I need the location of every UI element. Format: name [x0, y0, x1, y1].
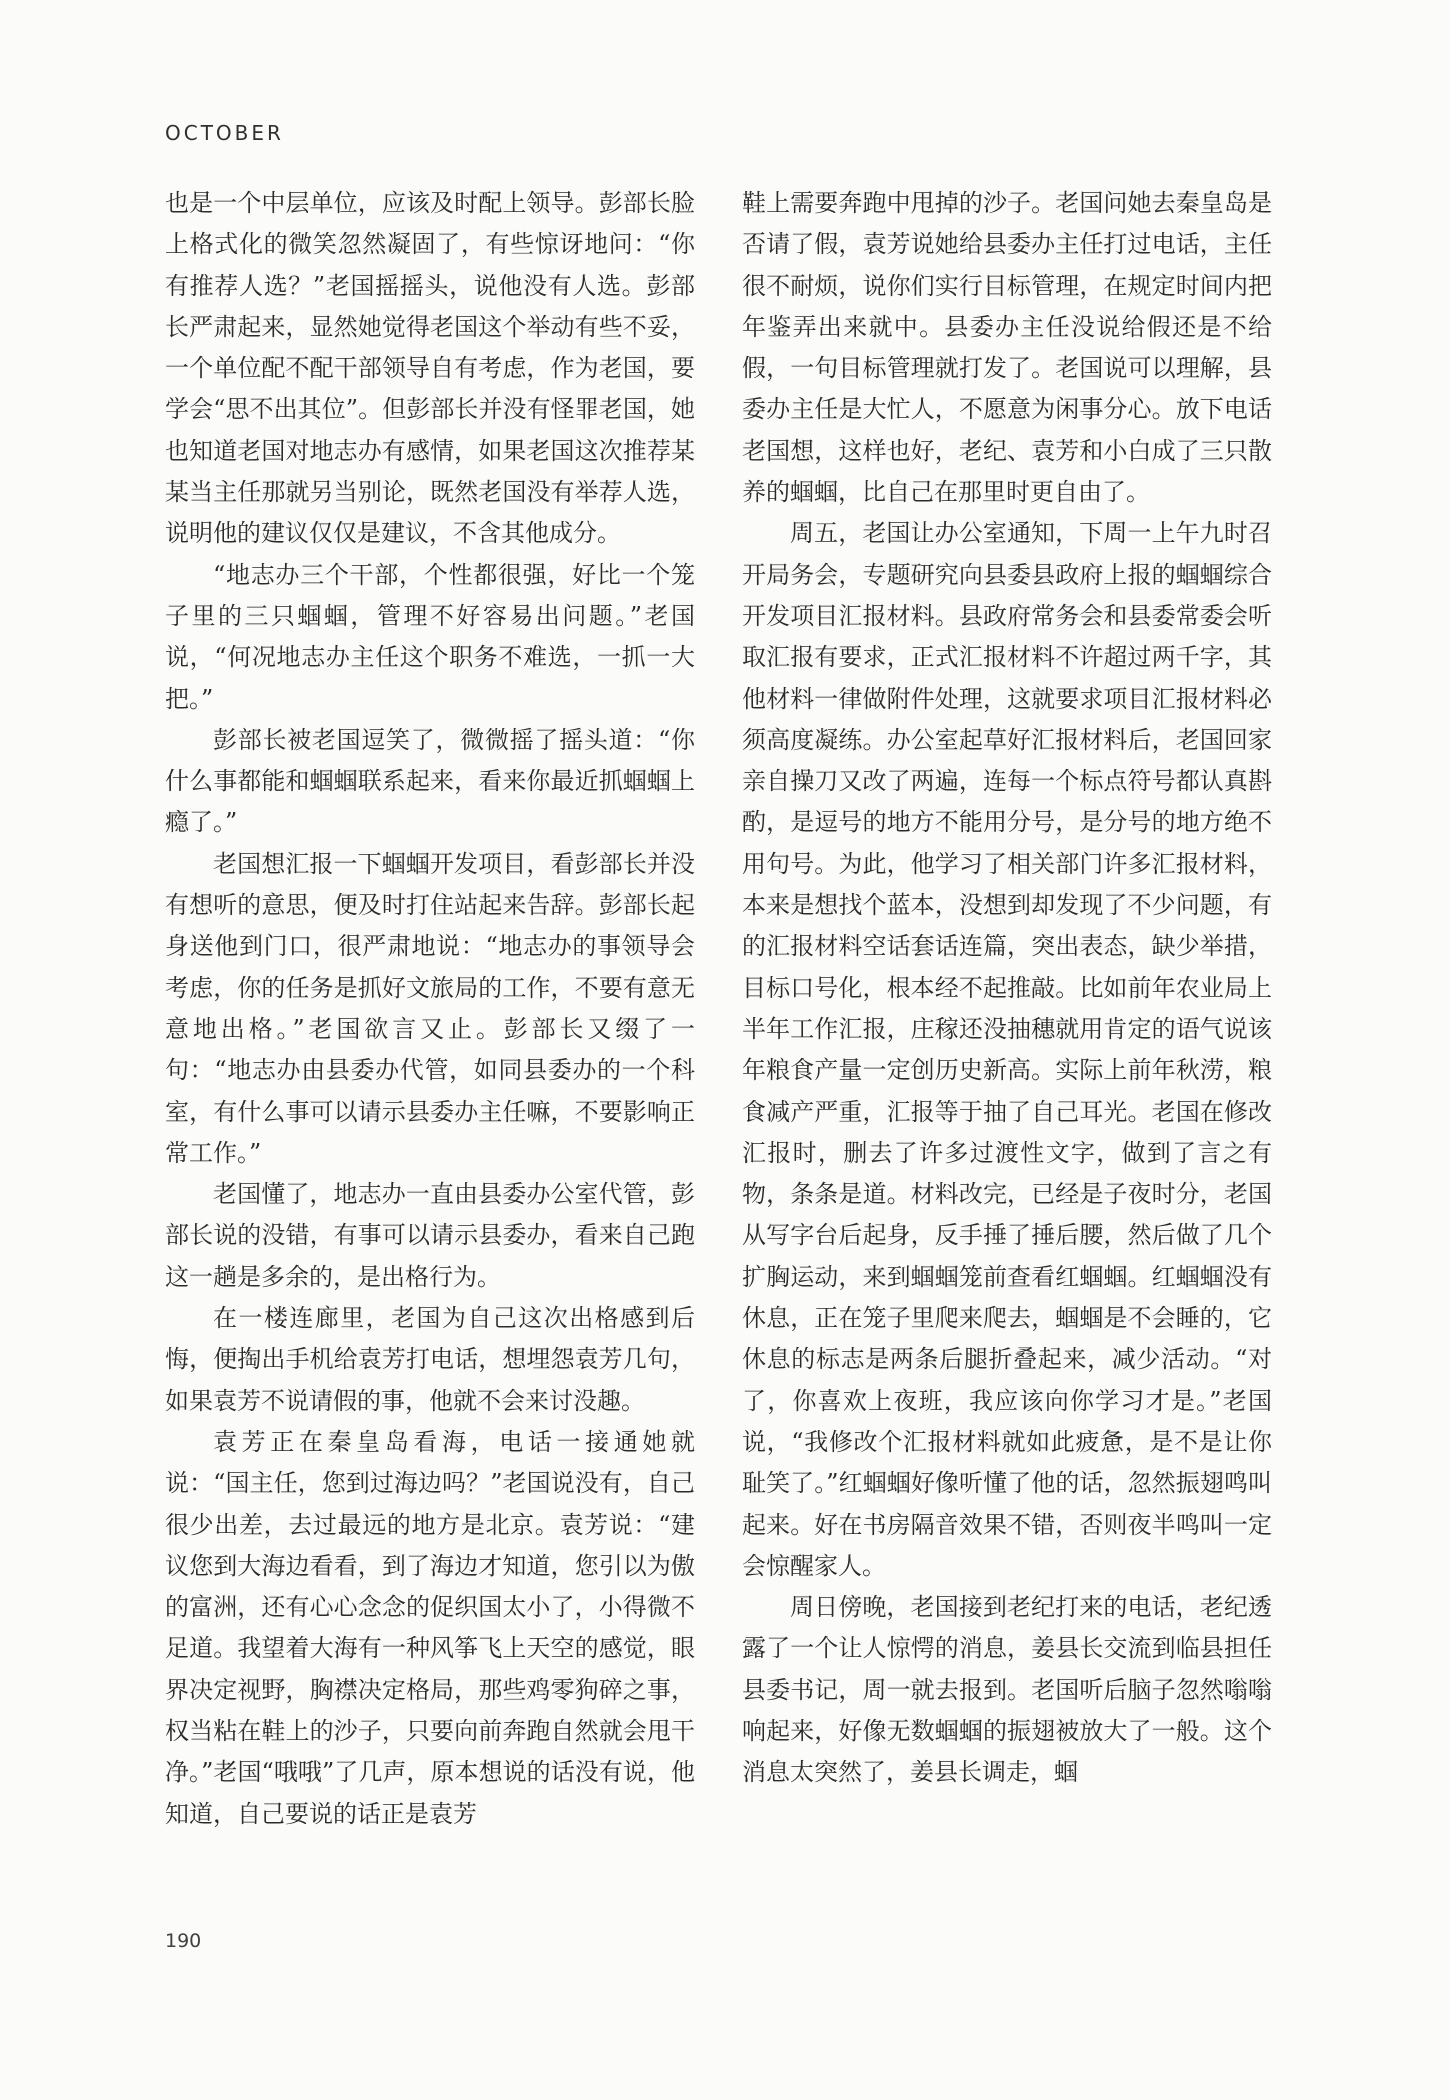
paragraph: 在一楼连廊里，老国为自己这次出格感到后悔，便掏出手机给袁芳打电话，想埋怨袁芳几句，如果袁芳不说请假的事，他就不会来讨没趣。 [165, 1304, 695, 1415]
paragraph: 老国想汇报一下蝈蝈开发项目，看彭部长并没有想听的意思，便及时打住站起来告辞。彭部长起身送他到门口，很严肃地说：“地志办的事领导会考虑，你的任务是抓好文旅局的工作，不要有意无意地出格。”老国欲言又止。彭部长又缀了一句：“地志办由县委办代管，如同县委办的一个科室，有什么事可以请示县委办主任嘛，不要影响正常工作。” [165, 849, 695, 1167]
paragraph: 周日傍晚，老国接到老纪打来的电话，老纪透露了一个让人惊愕的消息，姜县长交流到临县担任县委书记，周一就去报到。老国听后脑子忽然嗡嗡响起来，好像无数蝈蝈的振翅被放大了一般。这个消息太突然了，姜县长调走，蝈 [742, 1593, 1272, 1787]
paragraph: “地志办三个干部，个性都很强，好比一个笼子里的三只蝈蝈，管理不好容易出问题。”老国说，“何况地志办主任这个职务不难选，一抓一大把。” [165, 560, 695, 713]
right-text-column [742, 183, 1272, 1794]
paragraph: 也是一个中层单位，应该及时配上领导。彭部长脸上格式化的微笑忽然凝固了，有些惊讶地问：“你有推荐人选？”老国摇摇头，说他没有人选。彭部长严肃起来，显然她觉得老国这个举动有些不妥，一个单位配不配干部领导自有考虑，作为老国，要学会“思不出其位”。但彭部长并没有怪罪老国，她也知道老国对地志办有感情，如果老国这次推荐某某当主任那就另当别论，既然老国没有举荐人选，说明他的建议仅仅是建议，不含其他成分。 [165, 189, 695, 548]
paragraph: 老国懂了，地志办一直由县委办公室代管，彭部长说的没错，有事可以请示县委办，看来自己跑这一趟是多余的，是出格行为。 [165, 1180, 695, 1291]
magazine-header: OCTOBER [165, 121, 284, 145]
paragraph: 鞋上需要奔跑中甩掉的沙子。老国问她去秦皇岛是否请了假，袁芳说她给县委办主任打过电话，主任很不耐烦，说你们实行目标管理，在规定时间内把年鉴弄出来就中。县委办主任没说给假还是不给假，一句目标管理就打发了。老国说可以理解，县委办主任是大忙人，不愿意为闲事分心。放下电话老国想，这样也好，老纪、袁芳和小白成了三只散养的蝈蝈，比自己在那里时更自由了。 [742, 189, 1272, 507]
paragraph: 彭部长被老国逗笑了，微微摇了摇头道：“你什么事都能和蝈蝈联系起来，看来你最近抓蝈蝈上瘾了。” [165, 725, 695, 837]
left-text-column [165, 183, 695, 1835]
paragraph: 周五，老国让办公室通知，下周一上午九时召开局务会，专题研究向县委县政府上报的蝈蝈综合开发项目汇报材料。县政府常务会和县委常委会听取汇报有要求，正式汇报材料不许超过两千字，其他材料一律做附件处理，这就要求项目汇报材料必须高度凝练。办公室起草好汇报材料后，老国回家亲自操刀又改了两遍，连每一个标点符号都认真斟酌，是逗号的地方不能用分号，是分号的地方绝不用句号。为此，他学习了相关部门许多汇报材料，本来是想找个蓝本，没想到却发现了不少问题，有的汇报材料空话套话连篇，突出表态，缺少举措，目标口号化，根本经不起推敲。比如前年农业局上半年工作汇报，庄稼还没抽穗就用肯定的语气说该年粮食产量一定创历史新高。实际上前年秋涝，粮食减产严重，汇报等于抽了自己耳光。老国在修改汇报时，删去了许多过渡性文字，做到了言之有物，条条是道。材料改完，已经是子夜时分，老国从写字台后起身，反手捶了捶后腰，然后做了几个扩胸运动，来到蝈蝈笼前查看红蝈蝈。红蝈蝈没有休息，正在笼子里爬来爬去，蝈蝈是不会睡的，它休息的标志是两条后腿折叠起来，减少活动。“对了，你喜欢上夜班，我应该向你学习才是。”老国说，“我修改个汇报材料就如此疲惫，是不是让你耻笑了。”红蝈蝈好像听懂了他的话，忽然振翅鸣叫起来。好在书房隔音效果不错，否则夜半鸣叫一定会惊醒家人。 [742, 519, 1272, 1580]
page-number: 190 [165, 1930, 202, 1952]
paragraph: 袁芳正在秦皇岛看海，电话一接通她就说：“国主任，您到过海边吗？”老国说没有，自己很少出差，去过最远的地方是北京。袁芳说：“建议您到大海边看看，到了海边才知道，您引以为傲的富洲，还有心心念念的促织国太小了，小得微不足道。我望着大海有一种风筝飞上天空的感觉，眼界决定视野，胸襟决定格局，那些鸡零狗碎之事，权当粘在鞋上的沙子，只要向前奔跑自然就会甩干净。”老国“哦哦”了几声，原本想说的话没有说，他知道，自己要说的话正是袁芳 [165, 1427, 695, 1828]
